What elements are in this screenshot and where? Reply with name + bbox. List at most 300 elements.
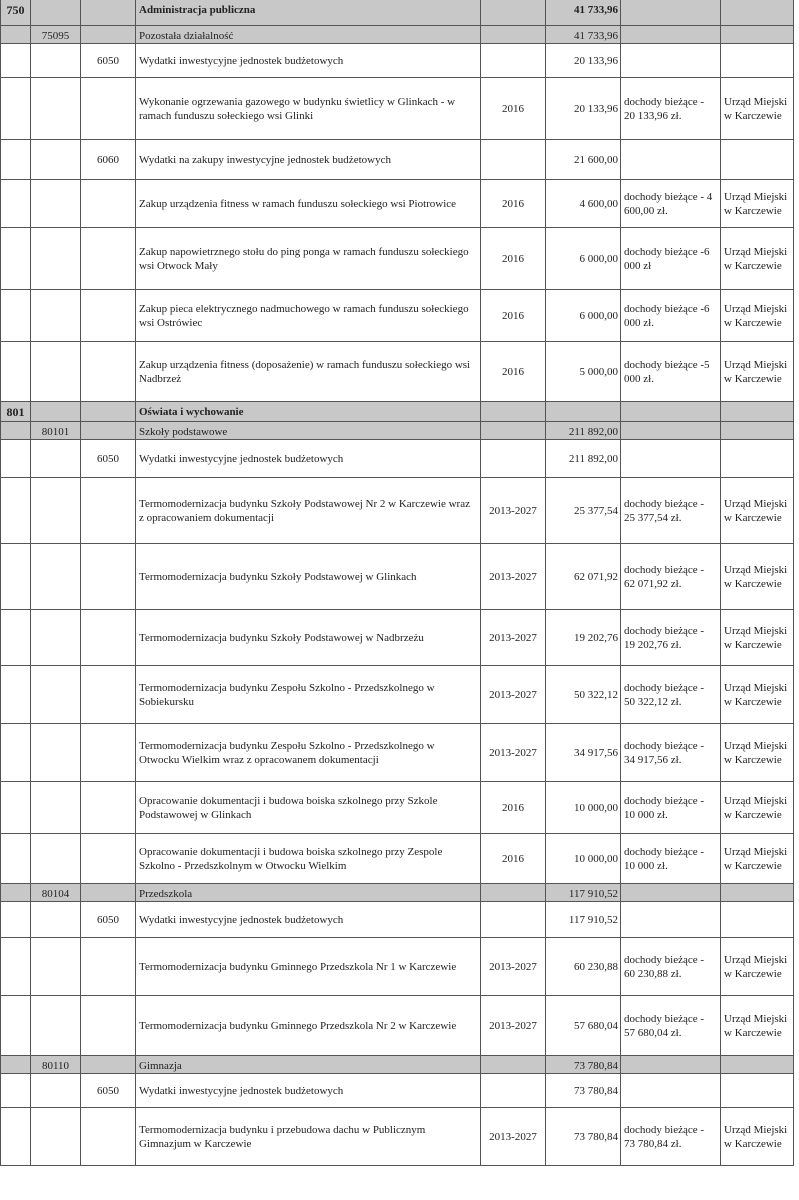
paragraf-text: 6050 — [97, 1084, 119, 1097]
zrodlo-finansowania-cell — [620, 342, 720, 401]
nazwa-zadania-cell — [135, 140, 480, 179]
paragraf-cell — [80, 342, 135, 401]
okres-cell — [480, 342, 545, 401]
kwota-text: 117 910,52 — [568, 888, 618, 900]
dzial-cell — [0, 228, 30, 289]
task-row — [0, 938, 794, 996]
jednostka-cell — [720, 996, 794, 1055]
nazwa-zadania-text: Wykonanie ogrzewania gazowego w budynku świetlicy w Glinkach - w ramach funduszu sołeckiego wsi Glinki — [139, 95, 456, 122]
dzial-cell — [0, 544, 30, 609]
dzial-cell — [0, 290, 30, 341]
zrodlo-finansowania-text: dochody bieżące - 10 000 zł. — [624, 845, 705, 872]
kwota-cell — [545, 78, 620, 139]
okres-cell — [480, 724, 545, 781]
nazwa-zadania-cell — [135, 78, 480, 139]
task-row — [0, 782, 794, 834]
zrodlo-finansowania-text: dochody bieżące - 50 322,12 zł. — [624, 681, 705, 708]
kwota-cell — [545, 290, 620, 341]
dzial-cell — [0, 834, 30, 883]
rozdzial-cell — [30, 44, 80, 77]
nazwa-zadania-text: Termomodernizacja budynku Szkoły Podstawowej w Nadbrzeżu — [139, 631, 424, 644]
kwota-cell — [545, 902, 620, 937]
jednostka-cell — [720, 440, 794, 477]
jednostka-text: Urząd Miejski w Karczewie — [724, 1012, 788, 1039]
zrodlo-finansowania-cell — [620, 440, 720, 477]
kwota-cell — [545, 884, 620, 901]
paragraf-cell — [80, 78, 135, 139]
dzial-cell — [0, 782, 30, 833]
paragraph-row — [0, 902, 794, 938]
nazwa-zadania-cell — [135, 290, 480, 341]
dzial-cell — [0, 402, 30, 421]
task-row — [0, 544, 794, 610]
nazwa-zadania-text: Termomodernizacja budynku Gminnego Przedszkola Nr 2 w Karczewie — [139, 1019, 457, 1032]
paragraf-cell — [80, 544, 135, 609]
rozdzial-cell — [30, 78, 80, 139]
kwota-cell — [545, 228, 620, 289]
okres-cell — [480, 44, 545, 77]
kwota-text: 4 600,00 — [579, 197, 618, 210]
jednostka-cell — [720, 1074, 794, 1107]
okres-cell — [480, 290, 545, 341]
chapter-row — [0, 422, 794, 440]
zrodlo-finansowania-text: dochody bieżące - 25 377,54 zł. — [624, 497, 705, 524]
zrodlo-finansowania-cell — [620, 290, 720, 341]
rozdzial-cell — [30, 228, 80, 289]
dzial-cell — [0, 1074, 30, 1107]
chapter-row — [0, 26, 794, 44]
okres-cell — [480, 610, 545, 665]
task-row — [0, 724, 794, 782]
paragraf-cell — [80, 902, 135, 937]
okres-cell — [480, 402, 545, 421]
rozdzial-cell — [30, 996, 80, 1055]
paragraf-text: 6060 — [97, 153, 119, 166]
kwota-text: 41 733,96 — [574, 4, 618, 16]
task-row — [0, 996, 794, 1056]
kwota-cell — [545, 342, 620, 401]
nazwa-zadania-text: Wydatki inwestycyjne jednostek budżetowych — [139, 54, 344, 67]
jednostka-text: Urząd Miejski w Karczewie — [724, 95, 788, 122]
zrodlo-finansowania-text: dochody bieżące -5 000 zł. — [624, 358, 710, 385]
rozdzial-cell — [30, 440, 80, 477]
kwota-text: 41 733,96 — [574, 30, 618, 42]
paragraf-cell — [80, 938, 135, 995]
kwota-text: 34 917,56 — [574, 746, 618, 759]
jednostka-cell — [720, 478, 794, 543]
dzial-cell — [0, 78, 30, 139]
zrodlo-finansowania-cell — [620, 902, 720, 937]
dzial-cell — [0, 422, 30, 439]
nazwa-zadania-text: Zakup pieca elektrycznego nadmuchowego w ramach funduszu sołeckiego wsi Ostrówiec — [139, 302, 469, 329]
okres-text: 2013-2027 — [489, 1130, 537, 1143]
nazwa-zadania-text: Zakup urządzenia fitness w ramach funduszu sołeckiego wsi Piotrowice — [139, 197, 457, 210]
nazwa-zadania-text: Termomodernizacja budynku i przebudowa dachu w Publicznym Gimnazjum w Karczewie — [139, 1123, 426, 1150]
task-row — [0, 342, 794, 402]
zrodlo-finansowania-cell — [620, 724, 720, 781]
zrodlo-finansowania-text: dochody bieżące - 57 680,04 zł. — [624, 1012, 705, 1039]
task-row — [0, 610, 794, 666]
kwota-cell — [545, 478, 620, 543]
jednostka-cell — [720, 544, 794, 609]
nazwa-zadania-text: Termomodernizacja budynku Szkoły Podstawowej Nr 2 w Karczewie wraz z opracowaniem dokumentacji — [139, 497, 470, 524]
okres-text: 2016 — [502, 102, 524, 115]
paragraph-row — [0, 1074, 794, 1108]
okres-cell — [480, 26, 545, 43]
zrodlo-finansowania-text: dochody bieżące - 4 600,00 zł. — [624, 190, 713, 217]
zrodlo-finansowania-cell — [620, 938, 720, 995]
kwota-cell — [545, 440, 620, 477]
zrodlo-finansowania-cell — [620, 996, 720, 1055]
okres-cell — [480, 1108, 545, 1165]
kwota-cell — [545, 996, 620, 1055]
okres-text: 2016 — [502, 365, 524, 378]
kwota-cell — [545, 544, 620, 609]
kwota-cell — [545, 422, 620, 439]
okres-text: 2016 — [502, 197, 524, 210]
kwota-cell — [545, 1056, 620, 1073]
dzial-text: 750 — [6, 3, 25, 17]
okres-cell — [480, 1074, 545, 1107]
okres-cell — [480, 1056, 545, 1073]
dzial-cell — [0, 902, 30, 937]
nazwa-zadania-cell — [135, 724, 480, 781]
nazwa-zadania-cell — [135, 44, 480, 77]
zrodlo-finansowania-text: dochody bieżące - 10 000 zł. — [624, 794, 705, 821]
zrodlo-finansowania-cell — [620, 1074, 720, 1107]
rozdzial-cell — [30, 724, 80, 781]
zrodlo-finansowania-cell — [620, 402, 720, 421]
nazwa-zadania-cell — [135, 1074, 480, 1107]
rozdzial-cell — [30, 1108, 80, 1165]
nazwa-zadania-text: Oświata i wychowanie — [139, 406, 244, 418]
dzial-cell — [0, 44, 30, 77]
kwota-text: 73 780,84 — [574, 1130, 618, 1143]
nazwa-zadania-text: Szkoły podstawowe — [139, 426, 228, 438]
nazwa-zadania-text: Gimnazja — [139, 1060, 182, 1072]
okres-cell — [480, 884, 545, 901]
dzial-cell — [0, 724, 30, 781]
nazwa-zadania-cell — [135, 834, 480, 883]
zrodlo-finansowania-text: dochody bieżące - 62 071,92 zł. — [624, 563, 705, 590]
paragraf-cell — [80, 290, 135, 341]
nazwa-zadania-cell — [135, 938, 480, 995]
kwota-text: 73 780,84 — [574, 1084, 618, 1097]
jednostka-text: Urząd Miejski w Karczewie — [724, 1123, 788, 1150]
nazwa-zadania-cell — [135, 342, 480, 401]
rozdzial-cell — [30, 938, 80, 995]
paragraf-cell — [80, 0, 135, 25]
nazwa-zadania-cell — [135, 402, 480, 421]
jednostka-text: Urząd Miejski w Karczewie — [724, 358, 788, 385]
zrodlo-finansowania-text: dochody bieżące - 34 917,56 zł. — [624, 739, 705, 766]
paragraf-cell — [80, 44, 135, 77]
rozdzial-cell — [30, 342, 80, 401]
rozdzial-cell — [30, 26, 80, 43]
zrodlo-finansowania-text: dochody bieżące - 20 133,96 zł. — [624, 95, 705, 122]
okres-text: 2016 — [502, 801, 524, 814]
rozdzial-cell — [30, 140, 80, 179]
kwota-text: 21 600,00 — [574, 153, 618, 166]
zrodlo-finansowania-cell — [620, 140, 720, 179]
okres-text: 2013-2027 — [489, 1019, 537, 1032]
dzial-cell — [0, 342, 30, 401]
okres-cell — [480, 78, 545, 139]
paragraf-text: 6050 — [97, 452, 119, 465]
paragraf-cell — [80, 610, 135, 665]
zrodlo-finansowania-cell — [620, 544, 720, 609]
jednostka-cell — [720, 938, 794, 995]
zrodlo-finansowania-cell — [620, 0, 720, 25]
rozdzial-cell — [30, 902, 80, 937]
jednostka-text: Urząd Miejski w Karczewie — [724, 739, 788, 766]
jednostka-text: Urząd Miejski w Karczewie — [724, 497, 788, 524]
okres-cell — [480, 834, 545, 883]
nazwa-zadania-text: Wydatki inwestycyjne jednostek budżetowych — [139, 913, 344, 926]
dzial-cell — [0, 478, 30, 543]
task-row — [0, 478, 794, 544]
jednostka-cell — [720, 342, 794, 401]
zrodlo-finansowania-text: dochody bieżące - 60 230,88 zł. — [624, 953, 705, 980]
kwota-text: 57 680,04 — [574, 1019, 618, 1032]
kwota-text: 6 000,00 — [579, 309, 618, 322]
kwota-text: 211 892,00 — [568, 452, 618, 465]
nazwa-zadania-text: Termomodernizacja budynku Zespołu Szkolno - Przedszkolnego w Sobiekursku — [139, 681, 435, 708]
jednostka-cell — [720, 902, 794, 937]
jednostka-cell — [720, 884, 794, 901]
rozdzial-cell — [30, 478, 80, 543]
kwota-text: 117 910,52 — [568, 913, 618, 926]
jednostka-cell — [720, 422, 794, 439]
kwota-cell — [545, 44, 620, 77]
jednostka-text: Urząd Miejski w Karczewie — [724, 302, 788, 329]
okres-text: 2013-2027 — [489, 688, 537, 701]
jednostka-cell — [720, 782, 794, 833]
kwota-cell — [545, 1108, 620, 1165]
paragraf-cell — [80, 478, 135, 543]
rozdzial-text: 80104 — [41, 888, 70, 900]
jednostka-cell — [720, 724, 794, 781]
zrodlo-finansowania-text: dochody bieżące -6 000 zł. — [624, 302, 710, 329]
rozdzial-cell — [30, 0, 80, 25]
paragraf-cell — [80, 996, 135, 1055]
zrodlo-finansowania-cell — [620, 228, 720, 289]
okres-cell — [480, 140, 545, 179]
zrodlo-finansowania-cell — [620, 422, 720, 439]
rozdzial-cell — [30, 290, 80, 341]
nazwa-zadania-cell — [135, 902, 480, 937]
jednostka-cell — [720, 666, 794, 723]
section-row — [0, 402, 794, 422]
zrodlo-finansowania-cell — [620, 180, 720, 227]
dzial-cell — [0, 938, 30, 995]
rozdzial-cell — [30, 884, 80, 901]
jednostka-cell — [720, 44, 794, 77]
rozdzial-cell — [30, 422, 80, 439]
okres-cell — [480, 996, 545, 1055]
paragraf-cell — [80, 422, 135, 439]
kwota-cell — [545, 724, 620, 781]
paragraf-text: 6050 — [97, 913, 119, 926]
rozdzial-cell — [30, 402, 80, 421]
task-row — [0, 180, 794, 228]
zrodlo-finansowania-cell — [620, 26, 720, 43]
nazwa-zadania-cell — [135, 884, 480, 901]
paragraf-cell — [80, 834, 135, 883]
rozdzial-cell — [30, 1074, 80, 1107]
chapter-row — [0, 1056, 794, 1074]
paragraf-cell — [80, 884, 135, 901]
nazwa-zadania-cell — [135, 666, 480, 723]
nazwa-zadania-text: Opracowanie dokumentacji i budowa boiska szkolnego przy Szkole Podstawowej w Glinkach — [139, 794, 438, 821]
dzial-cell — [0, 884, 30, 901]
nazwa-zadania-text: Termomodernizacja budynku Zespołu Szkolno - Przedszkolnego w Otwocku Wielkim wraz z opracowanem dokumentacji — [139, 739, 435, 766]
nazwa-zadania-cell — [135, 996, 480, 1055]
paragraf-cell — [80, 26, 135, 43]
chapter-row — [0, 884, 794, 902]
zrodlo-finansowania-cell — [620, 1056, 720, 1073]
zrodlo-finansowania-text: dochody bieżące - 19 202,76 zł. — [624, 624, 705, 651]
kwota-cell — [545, 938, 620, 995]
jednostka-cell — [720, 290, 794, 341]
okres-cell — [480, 782, 545, 833]
nazwa-zadania-cell — [135, 26, 480, 43]
kwota-text: 25 377,54 — [574, 504, 618, 517]
dzial-cell — [0, 140, 30, 179]
rozdzial-cell — [30, 834, 80, 883]
section-row — [0, 0, 794, 26]
jednostka-cell — [720, 0, 794, 25]
paragraf-cell — [80, 440, 135, 477]
kwota-cell — [545, 1074, 620, 1107]
kwota-cell — [545, 26, 620, 43]
nazwa-zadania-text: Wydatki inwestycyjne jednostek budżetowych — [139, 452, 344, 465]
dzial-text: 801 — [6, 405, 25, 419]
task-row — [0, 666, 794, 724]
kwota-text: 211 892,00 — [568, 426, 618, 438]
paragraf-cell — [80, 782, 135, 833]
nazwa-zadania-cell — [135, 1108, 480, 1165]
jednostka-text: Urząd Miejski w Karczewie — [724, 245, 788, 272]
kwota-text: 62 071,92 — [574, 570, 618, 583]
zrodlo-finansowania-cell — [620, 666, 720, 723]
nazwa-zadania-text: Zakup napowietrznego stołu do ping ponga w ramach funduszu sołeckiego wsi Otwock Mały — [139, 245, 469, 272]
zrodlo-finansowania-cell — [620, 1108, 720, 1165]
kwota-text: 19 202,76 — [574, 631, 618, 644]
dzial-cell — [0, 26, 30, 43]
paragraf-cell — [80, 1074, 135, 1107]
paragraph-row — [0, 140, 794, 180]
rozdzial-cell — [30, 666, 80, 723]
dzial-cell — [0, 0, 30, 25]
okres-cell — [480, 938, 545, 995]
nazwa-zadania-text: Termomodernizacja budynku Szkoły Podstawowej w Glinkach — [139, 570, 417, 583]
nazwa-zadania-text: Zakup urządzenia fitness (doposażenie) w ramach funduszu sołeckiego wsi Nadbrzeż — [139, 358, 471, 385]
kwota-cell — [545, 140, 620, 179]
zrodlo-finansowania-cell — [620, 610, 720, 665]
nazwa-zadania-text: Wydatki inwestycyjne jednostek budżetowych — [139, 1084, 344, 1097]
rozdzial-cell — [30, 610, 80, 665]
nazwa-zadania-text: Administracja publiczna — [139, 4, 256, 16]
okres-cell — [480, 902, 545, 937]
paragraf-cell — [80, 402, 135, 421]
kwota-cell — [545, 782, 620, 833]
zrodlo-finansowania-cell — [620, 78, 720, 139]
jednostka-text: Urząd Miejski w Karczewie — [724, 681, 788, 708]
zrodlo-finansowania-cell — [620, 834, 720, 883]
okres-text: 2013-2027 — [489, 631, 537, 644]
dzial-cell — [0, 440, 30, 477]
paragraf-cell — [80, 140, 135, 179]
rozdzial-cell — [30, 180, 80, 227]
okres-cell — [480, 228, 545, 289]
zrodlo-finansowania-text: dochody bieżące - 73 780,84 zł. — [624, 1123, 705, 1150]
task-row — [0, 1108, 794, 1166]
nazwa-zadania-text: Wydatki na zakupy inwestycyjne jednostek budżetowych — [139, 153, 391, 166]
jednostka-cell — [720, 834, 794, 883]
nazwa-zadania-cell — [135, 782, 480, 833]
nazwa-zadania-cell — [135, 228, 480, 289]
jednostka-text: Urząd Miejski w Karczewie — [724, 190, 788, 217]
okres-cell — [480, 478, 545, 543]
jednostka-cell — [720, 228, 794, 289]
paragraph-row — [0, 44, 794, 78]
nazwa-zadania-cell — [135, 440, 480, 477]
kwota-cell — [545, 180, 620, 227]
okres-text: 2016 — [502, 252, 524, 265]
okres-cell — [480, 0, 545, 25]
paragraf-cell — [80, 1056, 135, 1073]
kwota-cell — [545, 666, 620, 723]
okres-text: 2013-2027 — [489, 960, 537, 973]
zrodlo-finansowania-cell — [620, 478, 720, 543]
paragraf-cell — [80, 724, 135, 781]
task-row — [0, 228, 794, 290]
dzial-cell — [0, 996, 30, 1055]
jednostka-cell — [720, 78, 794, 139]
nazwa-zadania-cell — [135, 610, 480, 665]
nazwa-zadania-text: Przedszkola — [139, 888, 193, 900]
kwota-text: 6 000,00 — [579, 252, 618, 265]
kwota-text: 60 230,88 — [574, 960, 618, 973]
paragraph-row — [0, 440, 794, 478]
zrodlo-finansowania-cell — [620, 44, 720, 77]
kwota-text: 20 133,96 — [574, 54, 618, 67]
kwota-cell — [545, 0, 620, 25]
nazwa-zadania-text: Termomodernizacja budynku Gminnego Przedszkola Nr 1 w Karczewie — [139, 960, 457, 973]
task-row — [0, 834, 794, 884]
jednostka-text: Urząd Miejski w Karczewie — [724, 624, 788, 651]
paragraf-cell — [80, 180, 135, 227]
kwota-cell — [545, 610, 620, 665]
kwota-text: 10 000,00 — [574, 801, 618, 814]
jednostka-cell — [720, 402, 794, 421]
dzial-cell — [0, 1056, 30, 1073]
paragraf-cell — [80, 666, 135, 723]
dzial-cell — [0, 610, 30, 665]
jednostka-cell — [720, 1056, 794, 1073]
dzial-cell — [0, 180, 30, 227]
okres-text: 2013-2027 — [489, 570, 537, 583]
paragraf-cell — [80, 228, 135, 289]
jednostka-cell — [720, 1108, 794, 1165]
nazwa-zadania-cell — [135, 0, 480, 25]
jednostka-cell — [720, 140, 794, 179]
nazwa-zadania-text: Opracowanie dokumentacji i budowa boiska szkolnego przy Zespole Szkolno - Przedszkolnym w Otwocku Wielkim — [139, 845, 443, 872]
paragraf-text: 6050 — [97, 54, 119, 67]
dzial-cell — [0, 666, 30, 723]
okres-cell — [480, 440, 545, 477]
